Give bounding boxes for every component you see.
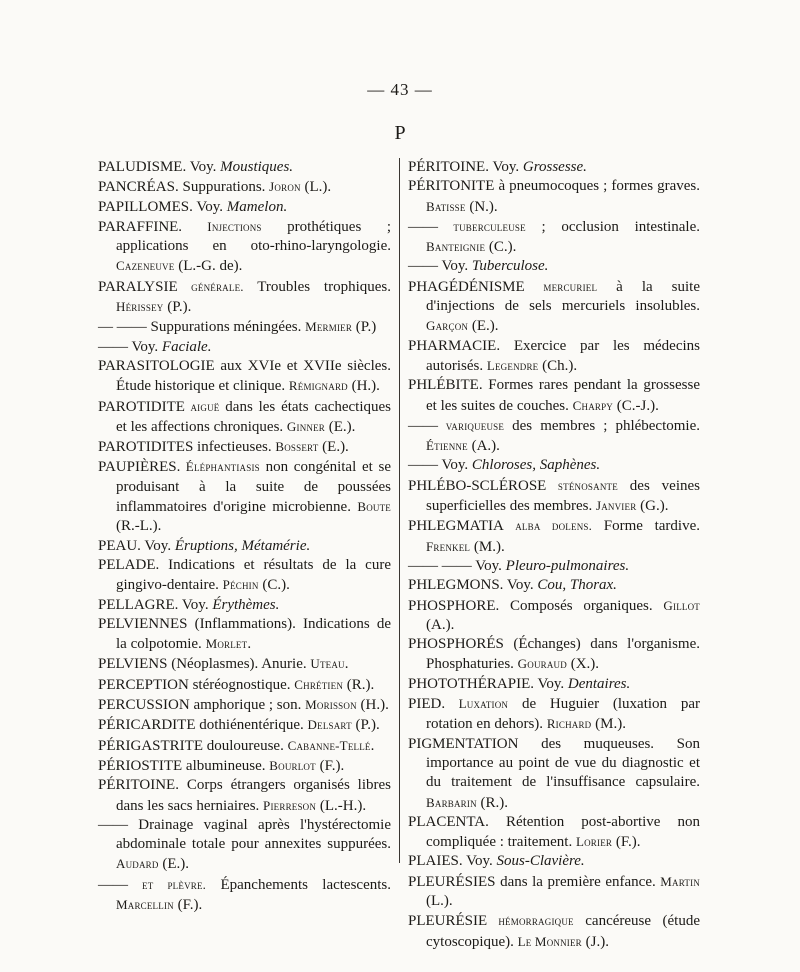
entry-main: PÉRICARDITE	[98, 717, 196, 734]
index-entry	[408, 476, 700, 517]
entry-main: PHLÉBO-SCLÉROSE	[408, 477, 547, 494]
entry-tail: (E.).	[468, 318, 499, 335]
entry-main: PELVIENS	[98, 656, 168, 673]
entry-author: Péchin	[222, 577, 259, 593]
entry-tail: (P.).	[351, 717, 380, 734]
entry-main: PLEURÉSIES	[408, 873, 496, 890]
entry-text: (Néoplasmes). Anurie.	[167, 656, 311, 673]
entry-author: Gillot	[663, 597, 700, 613]
entry-text: prothétiques ; applications en oto-rhino-laryngologie.	[116, 218, 391, 255]
index-entry	[98, 177, 391, 197]
entry-main: PIED.	[408, 696, 446, 713]
index-entry	[98, 776, 391, 816]
index-entry	[408, 675, 700, 694]
entry-tail: (C.).	[258, 577, 290, 594]
entry-sc: hémorragique	[487, 913, 574, 929]
entry-main: PHARMACIE.	[408, 337, 501, 354]
entry-sc: et plèvre.	[128, 876, 207, 892]
entry-text: Rétention post-abortive non compliquée : traitement.	[426, 813, 700, 851]
entry-text: Drainage vaginal après l'hystérectomie abdominale totale pour annexites suppurées.	[116, 816, 391, 853]
entry-tail: (H.).	[347, 378, 380, 395]
index-entry	[408, 217, 700, 258]
entry-tail: (H.).	[356, 697, 389, 714]
entry-text: Indications et résultats de la cure gingivo-dentaire.	[116, 556, 391, 594]
entry-author: Batisse	[426, 198, 466, 214]
entry-text: douloureuse.	[203, 737, 288, 754]
entry-main: PHAGÉDÉNISME	[408, 278, 525, 295]
entry-sc: aiguë	[184, 398, 220, 414]
entry-main: PELADE.	[98, 556, 160, 573]
entry-author: Charpy	[572, 397, 614, 413]
entry-text: Voy.	[503, 577, 538, 594]
index-entry	[408, 257, 700, 276]
entry-main: PLACENTA.	[408, 813, 489, 830]
section-letter: P	[394, 122, 406, 144]
entry-author: Audard	[116, 856, 159, 872]
entry-text: Voy.	[462, 853, 497, 870]
entry-text: Troubles trophiques.	[243, 278, 391, 295]
index-entry	[408, 911, 700, 952]
entry-text: dothiénentérique.	[195, 717, 308, 734]
entry-author: Mermier	[305, 319, 353, 335]
entry-tail: (Ch.).	[538, 357, 578, 374]
index-entry	[98, 338, 391, 357]
entry-sc: Éléphantiasis	[180, 459, 260, 475]
entry-main: PLAIES.	[408, 853, 463, 870]
index-entry	[98, 875, 391, 916]
entry-author: Uteau	[310, 656, 345, 672]
index-entry	[408, 852, 700, 871]
entry-text: Forme tardive.	[592, 518, 700, 535]
entry-tail: (F.).	[612, 834, 641, 851]
entry-text: Voy.	[438, 258, 472, 275]
entry-main: PÉRITOINE.	[408, 159, 489, 175]
entry-main: PHLEGMATIA	[408, 518, 504, 535]
entry-text: cancéreuse (étude cytoscopique).	[426, 913, 700, 950]
entry-text: à la suite d'injections de sels mercuriels insolubles.	[426, 278, 700, 315]
index-entry	[98, 615, 391, 655]
index-entry	[98, 198, 391, 217]
entry-main: PANCRÉAS.	[98, 179, 179, 196]
entry-author: Frenkel	[426, 538, 471, 554]
index-entry	[98, 816, 391, 875]
index-entry	[98, 457, 391, 536]
entry-main: PÉRITOINE.	[98, 777, 179, 794]
entry-tail: .	[247, 636, 252, 653]
entry-main: PELLAGRE.	[98, 596, 179, 613]
entry-main: PERCUSSION	[98, 697, 190, 714]
entry-italic: Cou, Thorax.	[537, 577, 617, 594]
entry-italic: Éruptions, Métamérie.	[174, 537, 311, 554]
entry-main: ——	[408, 457, 438, 474]
entry-author: Cabanne-Tellé	[287, 737, 371, 753]
index-entry	[408, 872, 700, 912]
entry-main: PHOSPHORÉS	[408, 636, 504, 653]
entry-italic: Sous-Clavière.	[496, 853, 585, 870]
index-entry	[98, 397, 391, 438]
entry-tail: .	[344, 656, 349, 673]
entry-text: ; occlusion intestinale.	[525, 218, 700, 235]
entry-text: Voy.	[192, 198, 227, 215]
entry-tail: (F.).	[173, 896, 203, 913]
entry-main: PLEURÉSIE	[408, 913, 488, 930]
entry-sc: Luxation	[445, 696, 509, 712]
entry-tail: (L.).	[300, 179, 332, 196]
index-entry	[408, 337, 700, 377]
entry-author: Rémignard	[288, 378, 348, 394]
index-entry	[98, 437, 391, 457]
entry-author: Hérissey	[116, 299, 164, 315]
entry-text: Voy.	[438, 457, 472, 474]
entry-tail: (E.).	[318, 439, 349, 456]
entry-text: Voy.	[128, 338, 162, 355]
entry-text: Voy.	[186, 159, 221, 175]
entry-text: (Inflammations). Indications de la colpotomie.	[116, 615, 391, 653]
entry-author: Étienne	[426, 438, 468, 454]
entry-main: ——	[98, 338, 128, 355]
entry-author: Bossert	[275, 439, 319, 455]
entry-sc: Injections	[182, 218, 262, 234]
entry-text: aux XVIe et XVIIe siècles. Étude historique et clinique.	[116, 357, 391, 395]
entry-tail: (A.).	[426, 616, 455, 633]
entry-main: PAROTIDITE	[98, 398, 185, 415]
index-entry	[408, 177, 700, 217]
entry-tail: (P.).	[163, 299, 192, 316]
entry-main: PIGMENTATION	[408, 735, 519, 752]
entry-sc: variqueuse	[438, 417, 505, 433]
entry-author: Janvier	[595, 498, 637, 514]
entry-tail: (X.).	[566, 656, 600, 673]
entry-author: Martin	[660, 873, 700, 889]
entry-text: à pneumocoques ; formes graves.	[494, 178, 700, 195]
entry-tail: (R.).	[476, 794, 509, 811]
entry-text: Voy.	[533, 675, 568, 692]
entry-main: PÉRITONITE	[408, 178, 495, 195]
entry-tail: (R.).	[343, 676, 375, 693]
entry-italic: Chloroses, Saphènes.	[471, 457, 601, 474]
entry-text: stéréognostique.	[188, 676, 295, 693]
index-entry	[98, 217, 391, 277]
index-entry	[408, 735, 700, 813]
index-entry	[98, 317, 391, 337]
entry-main: ——	[408, 258, 438, 275]
entry-italic: Tuberculose.	[471, 258, 549, 275]
entry-text: Voy.	[488, 159, 523, 175]
entry-author: Richard	[546, 716, 592, 732]
entry-tail: (E.).	[158, 856, 189, 873]
index-entry	[408, 694, 700, 735]
entry-main: PÉRIGASTRITE	[98, 737, 203, 754]
index-entry	[98, 596, 391, 615]
entry-text: Épanchements lactescents.	[206, 876, 392, 893]
entry-author: Delsart	[307, 717, 352, 733]
entry-tail: (L.-H.).	[316, 797, 367, 814]
entry-text: (Échanges) dans l'organisme. Phosphaturies.	[426, 636, 700, 673]
entry-italic: Faciale.	[161, 338, 212, 355]
entry-tail: (C.).	[485, 239, 517, 256]
entry-italic: Dentaires.	[567, 675, 631, 692]
index-entry	[98, 695, 391, 715]
entry-text: non congénital et se produisant à la suite de poussées inflammatoires d'origine microbienne.	[116, 459, 392, 516]
entry-sc: tuberculeuse	[438, 218, 526, 234]
entry-main: PHOSPHORE.	[408, 597, 500, 614]
index-entry	[98, 756, 391, 776]
entry-main: PHLÉBITE.	[408, 377, 483, 394]
entry-text: de Huguier (luxation par rotation en dehors).	[426, 696, 700, 733]
column-divider	[399, 158, 400, 863]
entry-text: Voy.	[140, 537, 175, 554]
index-entry	[98, 675, 391, 695]
entry-main: — ——	[98, 319, 147, 336]
entry-author: Morlet	[205, 636, 248, 652]
entry-author: Le Monnier	[517, 933, 582, 949]
entry-italic: Érythèmes.	[212, 596, 280, 613]
entry-main: PAPILLOMES.	[98, 198, 193, 215]
index-entry	[408, 158, 700, 177]
index-entry	[408, 416, 700, 457]
entry-main: ——	[408, 417, 438, 434]
index-entry	[98, 158, 391, 177]
entry-author: Morisson	[305, 697, 357, 713]
index-entry	[408, 635, 700, 675]
entry-tail: (R.-L.).	[116, 518, 162, 535]
entry-main: PAUPIÈRES.	[98, 459, 181, 476]
index-entry	[98, 654, 391, 674]
entry-main: PAROTIDITES	[98, 439, 194, 456]
entry-tail: (L.).	[426, 892, 453, 909]
entry-tail: (G.).	[636, 498, 669, 515]
entry-author: Joron	[269, 179, 301, 195]
entry-author: Boute	[357, 499, 391, 515]
entry-main: PELVIENNES	[98, 615, 188, 632]
entry-text: albumineuse.	[182, 757, 270, 774]
entry-main: —— ——	[408, 557, 472, 574]
entry-tail: (F.).	[315, 757, 345, 774]
entry-main: ——	[98, 816, 128, 833]
entry-author: Bourlot	[269, 757, 316, 773]
entry-tail: (M.).	[470, 538, 505, 555]
entry-author: Cazeneuve	[116, 258, 175, 274]
entry-main: PEAU.	[98, 537, 141, 554]
entry-main: ——	[408, 218, 438, 235]
index-entry	[408, 576, 700, 595]
entry-tail: (E.).	[325, 418, 356, 435]
entry-text: Suppurations.	[178, 179, 270, 196]
entry-tail: (L.-G. de).	[174, 258, 243, 275]
entry-italic: Pleuro-pulmonaires.	[505, 557, 630, 574]
left-column	[98, 158, 391, 915]
entry-sc: sténosante	[546, 477, 618, 493]
entry-tail: (C.-J.).	[613, 397, 659, 414]
index-entry	[98, 736, 391, 756]
entry-italic: Grossesse.	[522, 159, 587, 175]
entry-text: Suppurations méningées.	[146, 319, 306, 336]
entry-sc: générale.	[177, 278, 244, 294]
entry-tail: .	[370, 737, 375, 754]
entry-tail: (N.).	[465, 198, 498, 215]
entry-text: infectieuses.	[193, 439, 276, 456]
entry-author: Chrétien	[294, 676, 344, 692]
entry-text: Voy.	[178, 596, 213, 613]
index-entry	[98, 277, 391, 318]
entry-text: Corps étrangers organisés libres dans les sacs herniaires.	[116, 777, 391, 814]
entry-italic: Moustiques.	[220, 159, 294, 175]
entry-main: PARAFFINE.	[98, 218, 183, 235]
entry-author: Lorier	[575, 834, 613, 850]
index-entry	[408, 813, 700, 853]
page-number: — 43 —	[367, 80, 433, 99]
entry-main: ——	[98, 876, 128, 893]
entry-text: amphorique ; son.	[189, 697, 306, 714]
index-entry	[408, 376, 700, 416]
entry-text: des muqueuses. Son importance au point de vue du diagnostic et du traitement de l'insuffisance capsulaire.	[426, 735, 700, 791]
entry-text: des veines superficielles des membres.	[426, 477, 700, 515]
entry-author: Ginner	[286, 418, 326, 434]
entry-main: PERCEPTION	[98, 676, 189, 693]
index-entry	[98, 715, 391, 735]
index-entry	[98, 537, 391, 556]
entry-tail: (M.).	[591, 716, 626, 733]
entry-main: PARASITOLOGIE	[98, 357, 215, 374]
entry-author: Gouraud	[517, 656, 567, 672]
index-entry	[408, 516, 700, 557]
entry-tail: (P.)	[352, 319, 377, 336]
entry-author: Legendre	[486, 357, 539, 373]
index-entry	[408, 557, 700, 576]
entry-sc: mercuriel	[524, 278, 598, 294]
entry-text: dans les états cachectiques et les affections chroniques.	[116, 398, 391, 435]
entry-author: Banteignie	[426, 239, 486, 255]
entry-tail: (A.).	[467, 438, 500, 455]
entry-author: Garçon	[426, 318, 469, 334]
entry-tail: (J.).	[581, 933, 609, 950]
index-entry	[408, 456, 700, 475]
entry-author: Barbarin	[426, 794, 477, 810]
entry-main: PALUDISME.	[98, 159, 187, 175]
entry-author: Marcellin	[116, 896, 174, 912]
entry-text: Composés organiques.	[499, 597, 664, 614]
entry-text: dans la première enfance.	[495, 873, 661, 890]
right-column	[408, 158, 700, 952]
entry-text: des membres ; phlébectomie.	[504, 417, 700, 434]
entry-main: PÉRIOSTITE	[98, 757, 183, 774]
entry-italic: Mamelon.	[226, 198, 288, 215]
entry-sc: alba dolens.	[503, 518, 593, 534]
index-entry	[98, 357, 391, 397]
entry-main: PARALYSIE	[98, 278, 178, 295]
entry-author: Pierreson	[263, 797, 317, 813]
entry-text: Exercice par les médecins autorisés.	[426, 337, 700, 374]
index-entry	[98, 556, 391, 596]
index-entry	[408, 277, 700, 337]
entry-main: PHLEGMONS.	[408, 577, 504, 594]
index-entry	[408, 596, 700, 636]
entry-main: PHOTOTHÉRAPIE.	[408, 675, 534, 692]
entry-text: Voy.	[471, 557, 506, 574]
entry-text: Formes rares pendant la grossesse et les suites de couches.	[426, 377, 700, 414]
